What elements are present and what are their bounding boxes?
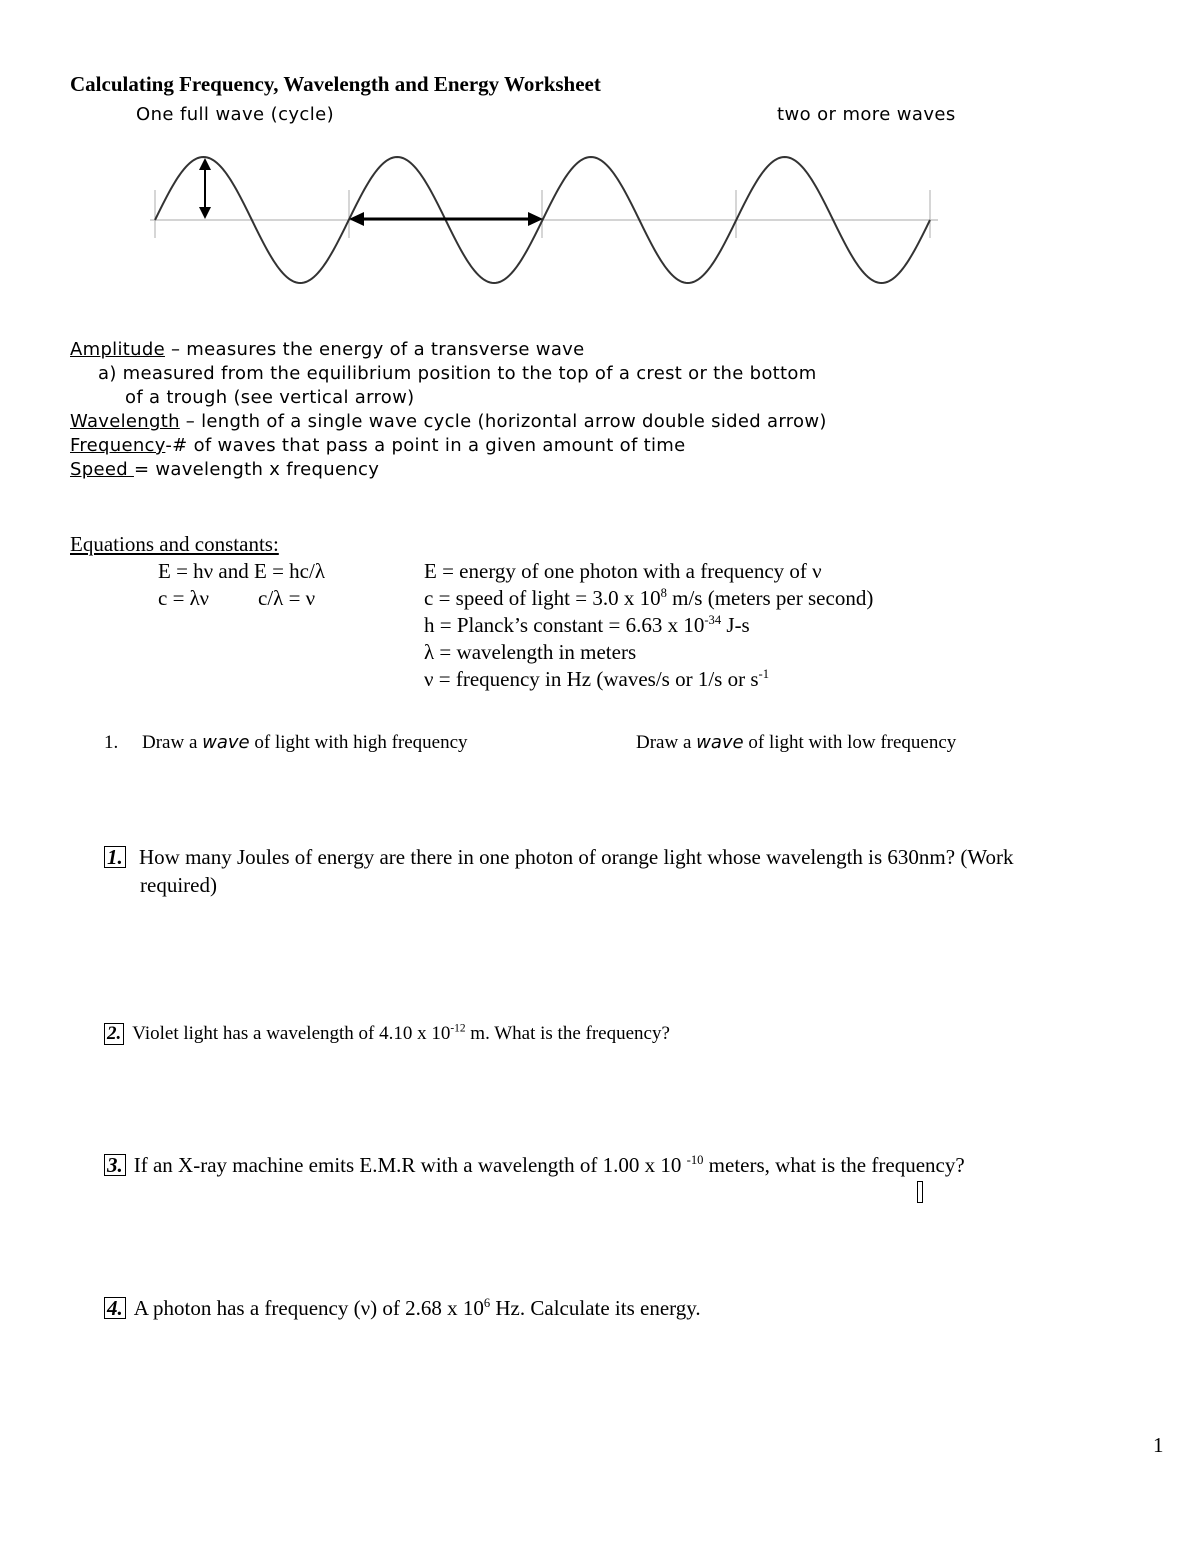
question-1-continued: required)	[140, 873, 217, 897]
question-4	[104, 1296, 701, 1321]
amplitude-term: Amplitude	[70, 339, 165, 360]
page-number: 1	[1153, 1433, 1164, 1457]
question-number-box: 4.	[104, 1297, 126, 1319]
frequency-definition	[70, 435, 686, 456]
draw-high-frequency-prompt	[142, 732, 468, 754]
amplitude-text: – measures the energy of a transverse wave	[164, 339, 585, 360]
question-text: How many Joules of energy are there in one photon of orange light whose wavelength is 630nm? (Work	[133, 845, 1014, 869]
constant-c-units: m/s (meters per second)	[666, 586, 874, 610]
equation-speed: c = λν	[158, 586, 209, 610]
caption-one-full-wave: One full wave (cycle)	[136, 104, 335, 125]
constant-h-units: J-s	[721, 613, 750, 637]
wavelength-text: – length of a single wave cycle (horizontal arrow double sided arrow)	[179, 411, 827, 432]
question-1	[104, 845, 1013, 870]
question-text: A photon has a frequency (ν) of 2.68 x 10	[133, 1296, 484, 1320]
amplitude-subpoint-line2: of a trough (see vertical arrow)	[125, 387, 415, 408]
draw-low-suffix: of light with low frequency	[743, 732, 957, 753]
constant-h-text: h = Planck’s constant = 6.63 x 10	[424, 613, 705, 637]
amplitude-subpoint-line1: a) measured from the equilibrium position to the top of a crest or the bottom	[98, 363, 817, 384]
question-text-end: m. What is the frequency?	[465, 1023, 670, 1044]
question-text: Violet light has a wavelength of 4.10 x 10	[132, 1023, 451, 1044]
question-2	[104, 1023, 670, 1045]
equation-frequency: c/λ = ν	[258, 586, 316, 610]
constant-c	[424, 586, 873, 611]
question-number-box: 3.	[104, 1154, 126, 1176]
caption-two-or-more-waves: two or more waves	[777, 104, 956, 125]
question-exponent: -10	[686, 1153, 704, 1167]
constant-c-text: c = speed of light = 3.0 x 10	[424, 586, 661, 610]
speed-definition	[70, 459, 379, 480]
draw-item-number: 1.	[104, 732, 119, 753]
amplitude-definition	[70, 339, 584, 360]
question-3	[104, 1153, 965, 1178]
draw-prefix: Draw a	[142, 732, 203, 753]
wavelength-term: Wavelength	[70, 411, 180, 432]
wave-word: wave	[202, 732, 250, 753]
speed-term: Speed	[70, 459, 134, 480]
amplitude-arrowhead-up	[199, 158, 211, 170]
frequency-text: -# of waves that pass a point in a given amount of time	[165, 435, 686, 456]
constant-c-exponent: 8	[660, 586, 667, 600]
wavelength-definition	[70, 411, 827, 432]
draw-low-frequency-prompt	[636, 732, 956, 754]
constant-nu-text: ν = frequency in Hz (waves/s or 1/s or s	[424, 667, 759, 691]
constant-E: E = energy of one photon with a frequency of ν	[424, 559, 822, 583]
question-exponent: 6	[483, 1296, 491, 1310]
constant-h-exponent: -34	[704, 613, 722, 627]
question-text-end: Hz. Calculate its energy.	[490, 1296, 701, 1320]
draw-prefix: Draw a	[636, 732, 697, 753]
frequency-term: Frequency	[70, 435, 166, 456]
constant-h	[424, 613, 750, 638]
wave-word: wave	[696, 732, 744, 753]
question-text-end: meters, what is the frequency?	[703, 1153, 965, 1177]
constant-lambda: λ = wavelength in meters	[424, 640, 637, 664]
equations-heading: Equations and constants:	[70, 532, 279, 556]
amplitude-arrowhead-down	[199, 207, 211, 219]
question-exponent: -12	[450, 1022, 466, 1035]
question-number-box: 1.	[104, 846, 126, 868]
question-text: If an X-ray machine emits E.M.R with a wavelength of 1.00 x 10	[133, 1153, 687, 1177]
constant-nu-exponent: -1	[758, 667, 770, 681]
worksheet-title: Calculating Frequency, Wavelength and Energy Worksheet	[70, 72, 601, 96]
constant-nu	[424, 667, 769, 692]
draw-high-suffix: of light with high frequency	[249, 732, 468, 753]
sine-wave-diagram	[0, 0, 1200, 300]
text-cursor-marker	[917, 1181, 923, 1203]
speed-text: = wavelength x frequency	[133, 459, 380, 480]
equation-energy: E = hν and E = hc/λ	[158, 559, 325, 583]
question-number-box: 2.	[104, 1023, 124, 1045]
